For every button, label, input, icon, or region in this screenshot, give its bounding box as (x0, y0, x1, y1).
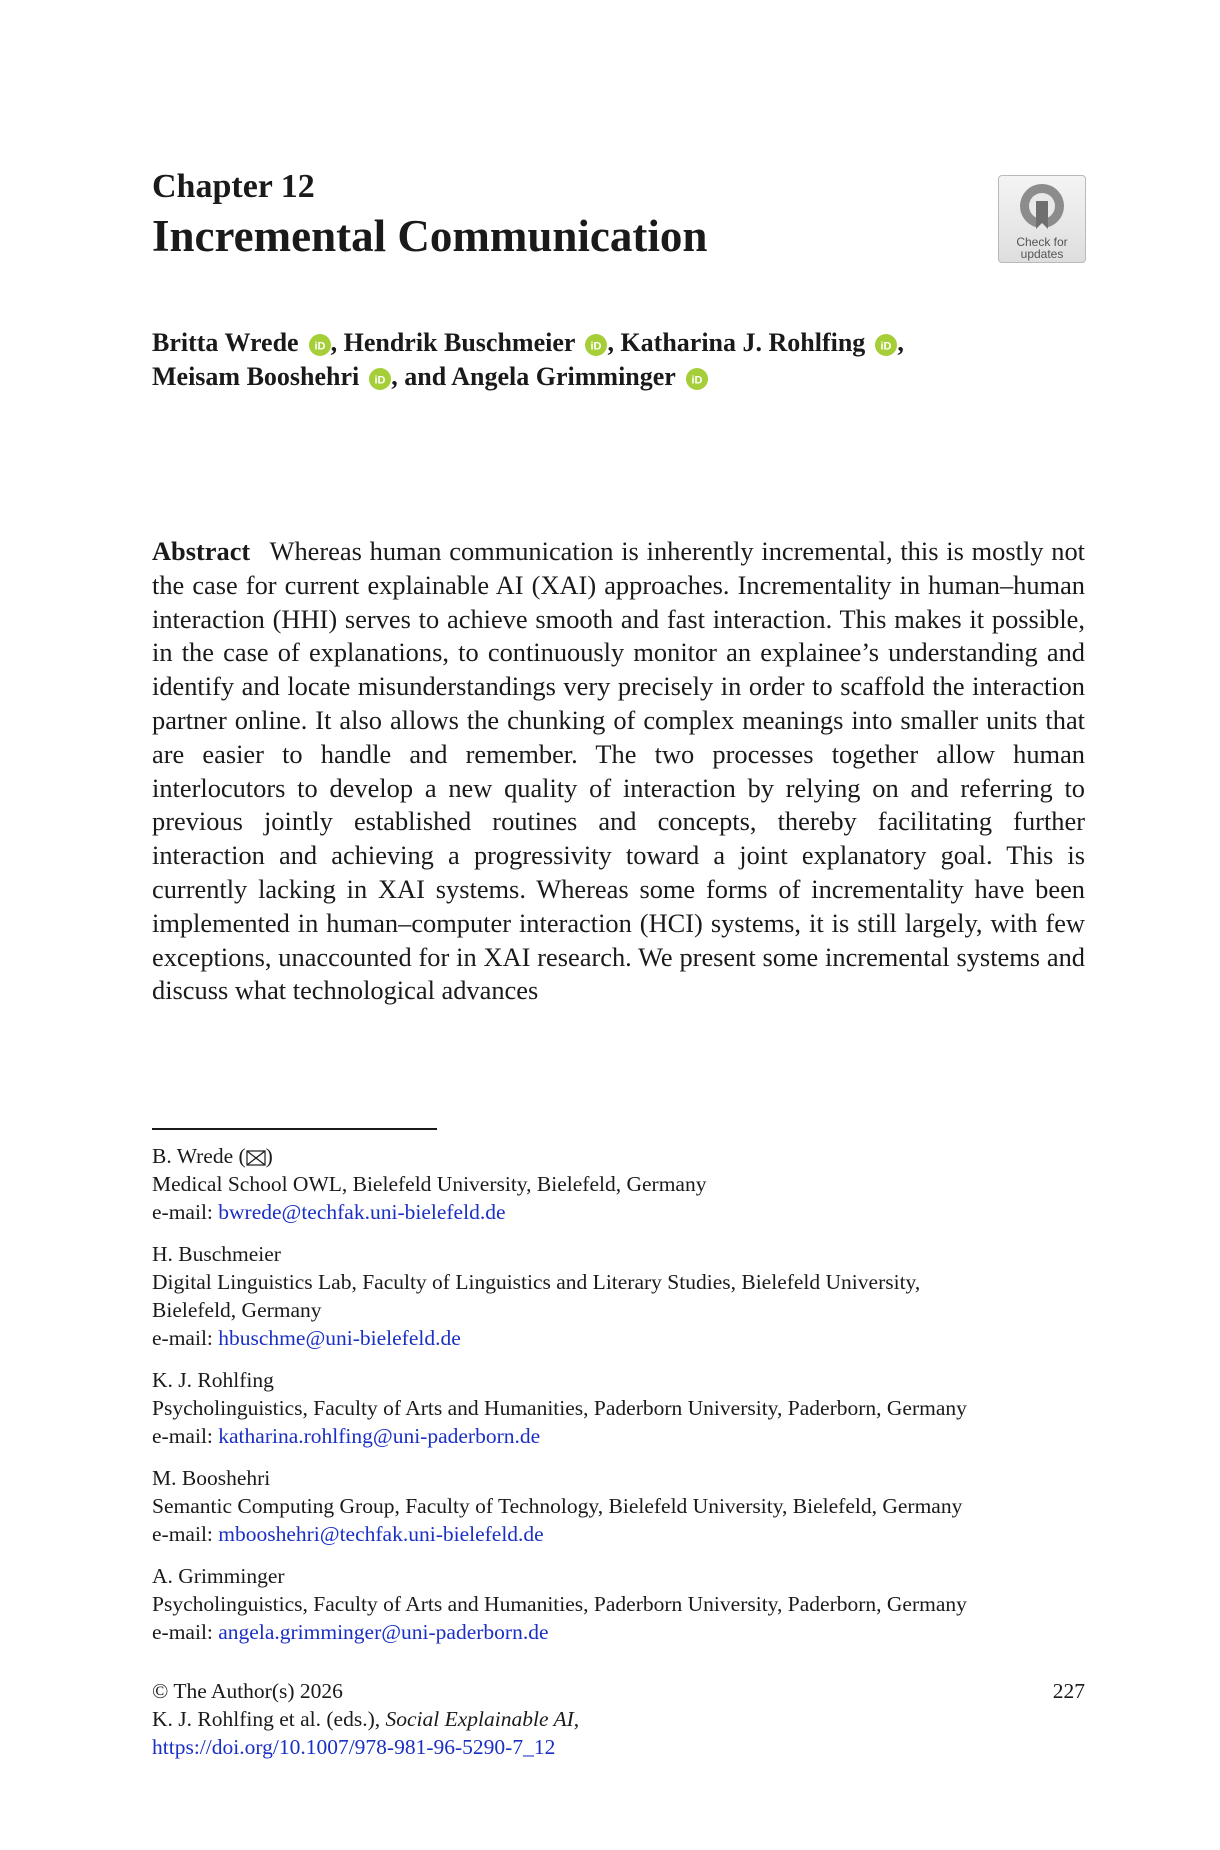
doi-row (152, 1733, 1085, 1761)
orcid-icon[interactable] (875, 334, 897, 356)
author-name: Britta Wrede (152, 328, 299, 357)
affiliation-name: K. J. Rohlfing (152, 1368, 274, 1392)
affiliation-email-row: e-mail: bwrede@techfak.uni-bielefeld.de (152, 1200, 506, 1224)
updates-label: updates (1020, 247, 1064, 261)
affiliation-wrede (152, 1142, 1092, 1226)
orcid-icon[interactable] (686, 368, 708, 390)
footnote-rule (152, 1128, 437, 1130)
abstract-label: Abstract (152, 536, 251, 566)
author-separator: , (897, 328, 904, 357)
affiliation-line: Medical School OWL, Bielefeld University, Bielefeld, Germany (152, 1172, 707, 1196)
affiliation-line: Semantic Computing Group, Faculty of Technology, Bielefeld University, Bielefeld, Germany (152, 1494, 963, 1518)
author-name: Meisam Booshehri (152, 362, 360, 391)
affiliation-email-row: e-mail: mbooshehri@techfak.uni-bielefeld.de (152, 1522, 544, 1546)
svg-text:iD: iD (374, 374, 386, 387)
chapter-label: Chapter 12 (152, 168, 315, 205)
abstract (152, 535, 1085, 1008)
author-name: Katharina J. Rohlfing (620, 328, 866, 357)
affiliation-line: Digital Linguistics Lab, Faculty of Linguistics and Literary Studies, Bielefeld University, (152, 1270, 921, 1294)
author-name: Hendrik Buschmeier (343, 328, 576, 357)
author-separator: , (330, 328, 338, 357)
email-link[interactable]: mbooshehri@techfak.uni-bielefeld.de (218, 1522, 544, 1546)
abstract-text: Whereas human communication is inherently incremental, this is mostly not the case for current explainable AI (XAI) approaches. Incrementality in human–human interaction (HHI) serves to achieve smooth and fast interaction. This makes it possible, in the case of explanations, to continuously monitor an explainee’s understanding and identify and locate misunderstandings very precisely in order to scaffold the interaction partner online. It also allows the chunking of complex meanings into smaller units that are easier to handle and remember. The two processes together allow human interlocutors to develop a new quality of interaction by relying on and referring to previous jointly established routines and concepts, thereby facilitating further interaction and achieving a progressivity toward a joint explanatory goal. This is currently lacking in XAI systems. Whereas some forms of incrementality have been implemented in human–computer interaction (HCI) systems, it is still largely, with few exceptions, unaccounted for in XAI research. We present some incremental systems and discuss what technological advances (152, 536, 1086, 1006)
svg-text:iD: iD (880, 340, 892, 353)
chapter-title: Incremental Communication (152, 211, 708, 261)
email-link[interactable]: hbuschme@uni-bielefeld.de (218, 1326, 461, 1350)
affiliation-name: A. Grimminger (152, 1564, 285, 1588)
copyright: © The Author(s) 2026 (152, 1679, 343, 1703)
affiliation-line: Psycholinguistics, Faculty of Arts and Humanities, Paderborn University, Paderborn, Germany (152, 1396, 967, 1420)
svg-text:iD: iD (691, 374, 703, 387)
affiliation-line: Psycholinguistics, Faculty of Arts and Humanities, Paderborn University, Paderborn, Germany (152, 1592, 967, 1616)
affiliation-buschmeier (152, 1240, 1092, 1352)
email-link[interactable]: bwrede@techfak.uni-bielefeld.de (218, 1200, 506, 1224)
envelope-icon (246, 1150, 266, 1166)
affiliation-booshehri (152, 1464, 1092, 1548)
author-separator: , (607, 328, 614, 357)
orcid-icon[interactable] (309, 334, 331, 356)
author-separator: , and (391, 362, 447, 391)
svg-text:iD: iD (590, 340, 602, 353)
orcid-icon[interactable] (585, 334, 607, 356)
affiliation-email-row: e-mail: hbuschme@uni-bielefeld.de (152, 1326, 461, 1350)
affiliation-rohlfing (152, 1366, 1092, 1450)
page-footer (152, 1677, 1085, 1761)
crossmark-icon (1017, 181, 1067, 231)
email-link[interactable]: katharina.rohlfing@uni-paderborn.de (218, 1424, 541, 1448)
doi-link[interactable]: https://doi.org/10.1007/978-981-96-5290-7_12 (152, 1735, 556, 1759)
affiliations (152, 1142, 1092, 1660)
affiliation-email-row: e-mail: katharina.rohlfing@uni-paderborn.de (152, 1424, 541, 1448)
affiliation-line: Bielefeld, Germany (152, 1298, 322, 1322)
author-name: Angela Grimminger (451, 362, 676, 391)
affiliation-name: B. Wrede ( ) (152, 1144, 273, 1168)
affiliation-grimminger (152, 1562, 1092, 1646)
book-title: Social Explainable AI (385, 1707, 574, 1731)
citation: K. J. Rohlfing et al. (eds.), Social Explainable AI, (152, 1707, 580, 1731)
affiliation-name: H. Buschmeier (152, 1242, 281, 1266)
email-link[interactable]: angela.grimminger@uni-paderborn.de (218, 1620, 549, 1644)
page-number: 227 (1052, 1679, 1085, 1703)
orcid-icon[interactable] (369, 368, 391, 390)
affiliation-name: M. Booshehri (152, 1466, 271, 1490)
check-for-updates-badge[interactable] (998, 175, 1086, 263)
svg-text:iD: iD (314, 340, 326, 353)
affiliation-email-row: e-mail: angela.grimminger@uni-paderborn.de (152, 1620, 549, 1644)
check-for-label: Check for (1016, 235, 1068, 249)
author-list (152, 326, 1072, 394)
